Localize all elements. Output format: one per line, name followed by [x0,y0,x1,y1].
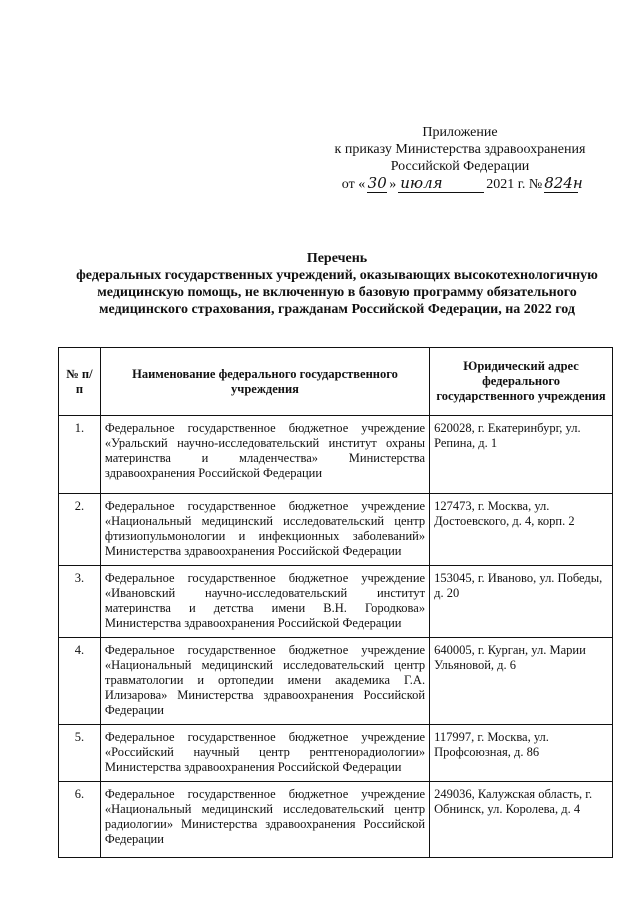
order-date-line [300,175,620,193]
institutions-table [58,347,613,858]
table-row [59,494,613,566]
institution-address: 117997, г. Москва, ул. Профсоюзная, д. 86 [430,725,613,782]
table-row [59,566,613,638]
appendix-title: Приложение [422,125,498,140]
order-year: 2021 г. № [486,177,543,192]
date-quote-close: » [389,177,397,192]
order-month: июля [398,175,484,193]
row-number: 6. [59,782,101,858]
institution-address: 249036, Калужская область, г. Обнинск, ул. Королева, д. 4 [430,782,613,858]
institution-address: 620028, г. Екатеринбург, ул. Репина, д. 1 [430,416,613,494]
row-number: 2. [59,494,101,566]
column-header-number: № п/п [59,348,101,416]
appendix-order-line: к приказу Министерства здравоохранения [334,142,586,157]
institution-name: Федеральное государственное бюджетное учреждение «Российский научный центр рентгенорадиологии» Министерства здравоохранения Российской Федерации [100,725,429,782]
institution-name: Федеральное государственное бюджетное учреждение «Уральский научно-исследовательский институт охраны материнства и младенчества» Министерства здравоохранения Российской Федерации [100,416,429,494]
table-header-row [59,348,613,416]
document-subtitle: федеральных государственных учреждений, оказывающих высокотехнологичную медицинскую помощь, не включенную в базовую программу обязательного медицинского страхования, гражданам Российской Федерации, на 2022 год [76,268,598,317]
appendix-block [300,124,620,193]
table-row [59,725,613,782]
column-header-address: Юридический адрес федерального государственного учреждения [430,348,613,416]
row-number: 3. [59,566,101,638]
institution-name: Федеральное государственное бюджетное учреждение «Национальный медицинский исследовательский центр травматологии и ортопедии имени академика Г.А. Илизарова» Министерства здравоохранения Российской Федерации [100,638,429,725]
institution-address: 153045, г. Иваново, ул. Победы, д. 20 [430,566,613,638]
table-row [59,782,613,858]
institution-address: 640005, г. Курган, ул. Марии Ульяновой, д. 6 [430,638,613,725]
institution-name: Федеральное государственное бюджетное учреждение «Ивановский научно-исследовательский институт материнства и детства имени В.Н. Городкова» Министерства здравоохранения Российской Федерации [100,566,429,638]
document-heading [74,250,600,318]
document-title: Перечень [306,251,368,266]
table-row [59,638,613,725]
order-day: 30 [367,174,387,192]
appendix-country-line: Российской Федерации [390,159,530,174]
institution-name: Федеральное государственное бюджетное учреждение «Национальный медицинский исследовательский центр радиологии» Министерства здравоохранения Российской Федерации [100,782,429,858]
row-number: 1. [59,416,101,494]
row-number: 5. [59,725,101,782]
institution-name: Федеральное государственное бюджетное учреждение «Национальный медицинский исследовательский центр фтизиопульмонологии и инфекционных заболеваний» Министерства здравоохранения Российской Федерации [100,494,429,566]
row-number: 4. [59,638,101,725]
table-row [59,416,613,494]
order-number: 824н [544,174,583,192]
date-prefix: от « [341,177,366,192]
institution-address: 127473, г. Москва, ул. Достоевского, д. 4, корп. 2 [430,494,613,566]
column-header-name: Наименование федерального государственного учреждения [100,348,429,416]
